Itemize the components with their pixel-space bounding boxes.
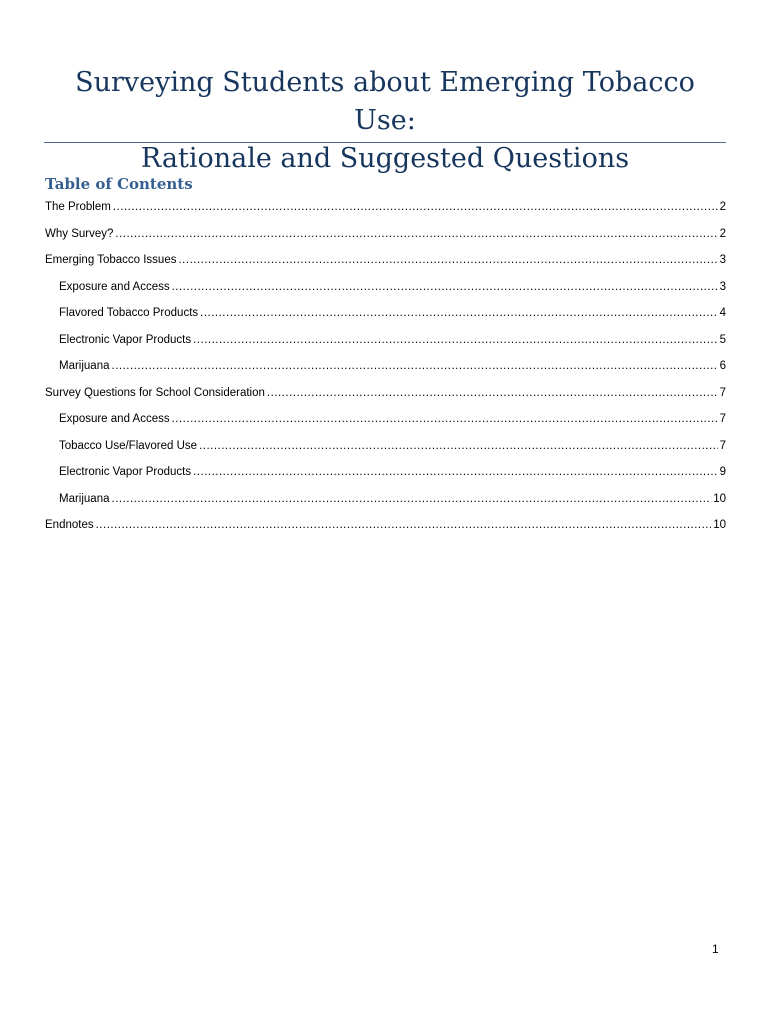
toc-entry-flavored-tobacco-products[interactable] [45,302,726,329]
toc-entry-electronic-vapor-products[interactable] [45,329,726,356]
toc-entry-label: Exposure and Access [59,280,170,293]
toc-entry-page: 7 [719,386,726,399]
toc-leader-dots [200,302,717,324]
toc-entry-tobacco-use-flavored-use[interactable] [45,435,726,462]
document-title [44,64,726,178]
toc-entry-page: 4 [719,307,726,319]
page-number: 1 [712,942,719,956]
title-line-2: Rationale and Suggested Questions [140,143,630,174]
toc-entry-why-survey[interactable] [45,223,726,250]
toc-entry-label: Electronic Vapor Products [59,333,192,346]
table-of-contents [45,196,726,541]
toc-leader-dots [193,461,717,483]
toc-entry-page: 7 [719,413,726,425]
toc-leader-dots [172,408,718,430]
toc-entry-label: Flavored Tobacco Products [59,307,199,319]
toc-entry-label: Marijuana [59,492,110,505]
toc-entry-page: 9 [719,466,726,478]
toc-entry-emerging-tobacco-issues[interactable] [45,249,726,276]
toc-entry-page: 2 [719,227,726,240]
toc-leader-dots [267,382,718,404]
toc-entry-page: 6 [719,360,726,372]
title-divider [44,142,726,143]
toc-entry-exposure-and-access-questions[interactable] [45,408,726,435]
toc-entry-page: 5 [719,333,726,346]
toc-leader-dots [113,196,718,218]
toc-entry-electronic-vapor-products-questions[interactable] [45,461,726,488]
toc-entry-survey-questions[interactable] [45,382,726,409]
toc-leader-dots [193,329,717,351]
toc-leader-dots [112,488,712,510]
toc-leader-dots [199,435,718,457]
toc-leader-dots [172,276,718,298]
toc-entry-label: Electronic Vapor Products [59,466,192,478]
toc-entry-label: The Problem [45,201,111,213]
toc-entry-the-problem[interactable] [45,196,726,223]
toc-entry-endnotes[interactable] [45,514,726,541]
toc-leader-dots [96,514,712,536]
toc-entry-label: Endnotes [45,519,94,531]
toc-entry-label: Exposure and Access [59,413,170,425]
toc-entry-page: 2 [719,201,726,213]
toc-entry-label: Survey Questions for School Consideration [45,386,265,399]
toc-entry-label: Why Survey? [45,227,114,240]
toc-entry-page: 10 [713,519,726,531]
toc-leader-dots [112,355,718,377]
toc-entry-page: 7 [719,439,726,452]
toc-entry-page: 10 [713,492,726,505]
toc-entry-marijuana[interactable] [45,355,726,382]
toc-entry-label: Tobacco Use/Flavored Use [59,439,198,452]
toc-entry-page: 3 [719,280,726,293]
toc-entry-marijuana-questions[interactable] [45,488,726,515]
toc-entry-label: Emerging Tobacco Issues [45,254,177,266]
toc-leader-dots [178,249,717,271]
toc-entry-page: 3 [719,254,726,266]
toc-entry-exposure-and-access[interactable] [45,276,726,303]
toc-entry-label: Marijuana [59,360,110,372]
toc-leader-dots [115,223,717,245]
toc-heading: Table of Contents [45,175,193,193]
title-line-1: Surveying Students about Emerging Tobacco Use: [75,67,695,136]
